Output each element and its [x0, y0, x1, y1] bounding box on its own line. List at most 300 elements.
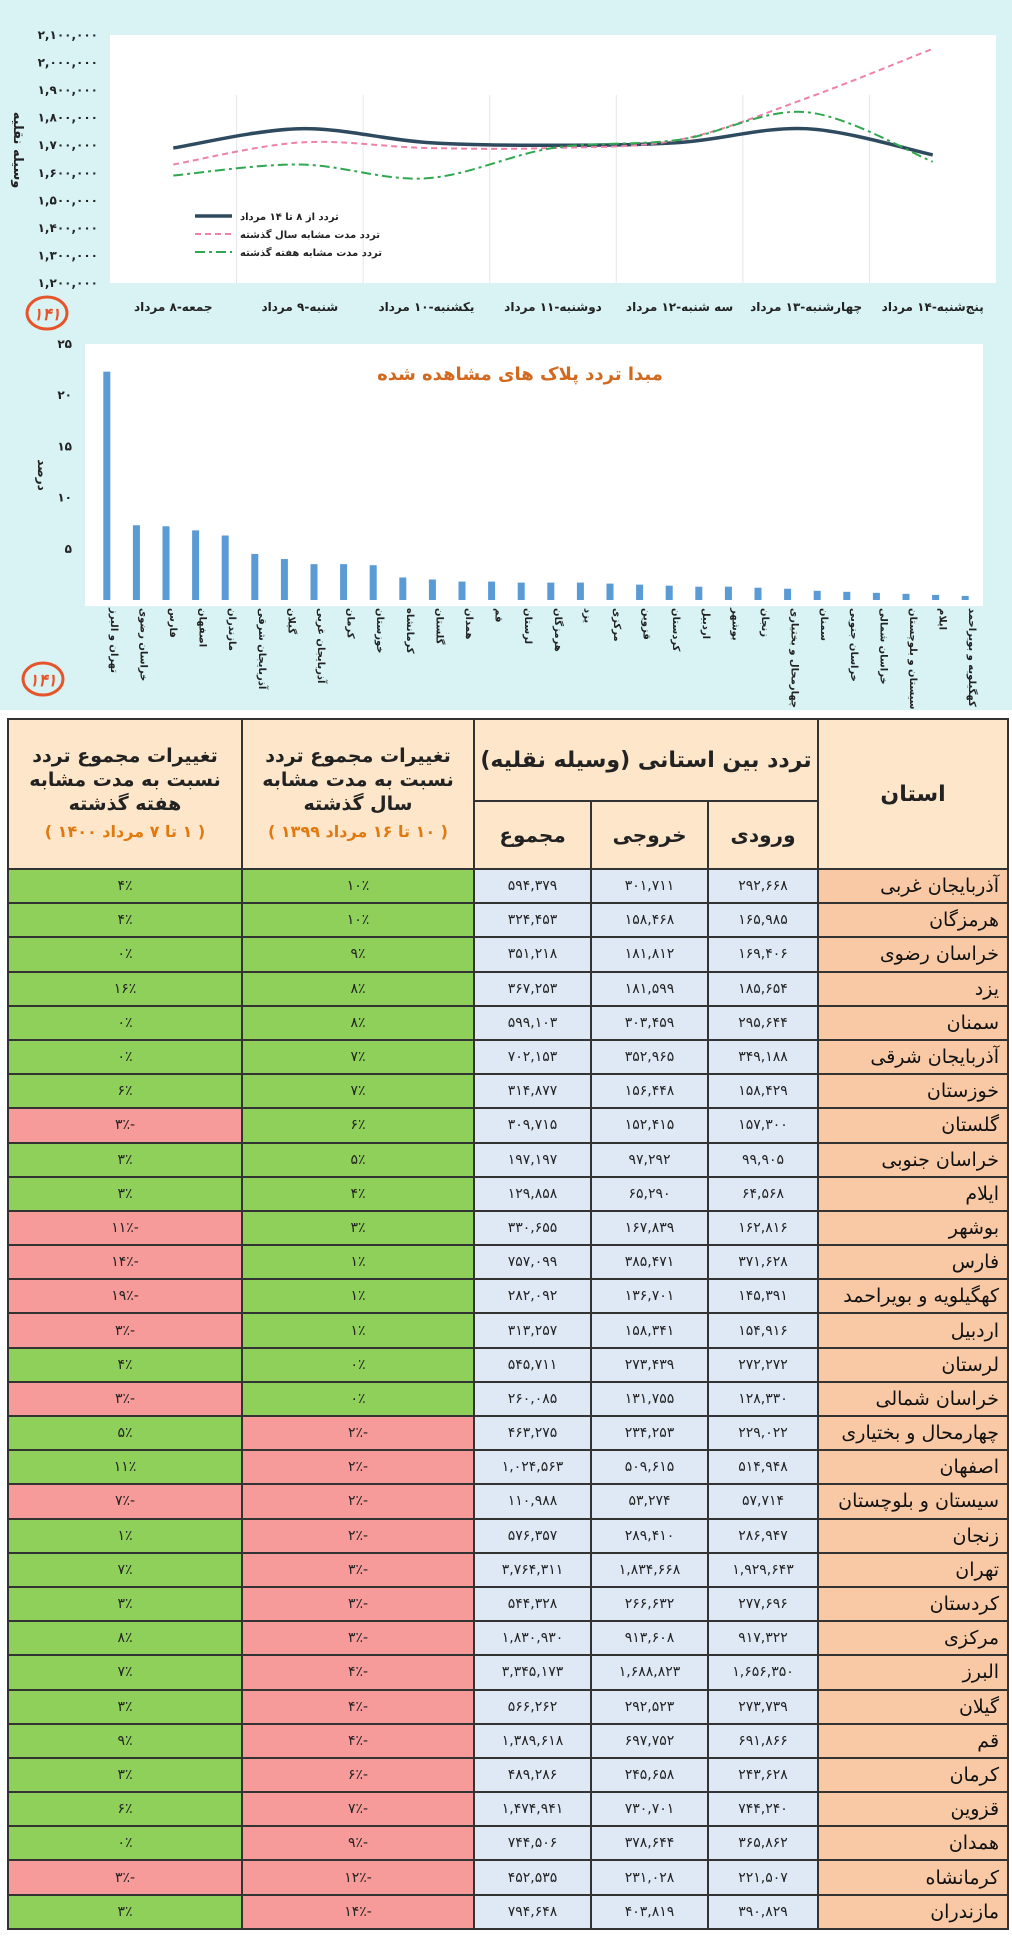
bar: [932, 595, 939, 600]
table-row: [8, 1143, 1008, 1177]
total-cell: ۷۰۲,۱۵۳: [474, 1040, 591, 1074]
line-y-tick-label: ۱,۳۰۰,۰۰۰: [37, 248, 98, 263]
line-y-tick-label: ۱,۴۰۰,۰۰۰: [37, 220, 98, 235]
line-y-tick-label: ۲,۱۰۰,۰۰۰: [37, 28, 98, 42]
entry-cell: ۱۵۷,۳۰۰: [708, 1108, 818, 1142]
table-row: [8, 937, 1008, 971]
change-week-cell: -۱۹٪: [8, 1279, 242, 1313]
table-row: [8, 1519, 1008, 1553]
province-cell: آذربایجان غربی: [818, 869, 1008, 903]
change-year-cell: -۲٪: [242, 1519, 474, 1553]
change-year-cell: ۸٪: [242, 1006, 474, 1040]
change-year-cell: ۳٪: [242, 1211, 474, 1245]
exit-cell: ۱۵۶,۴۴۸: [591, 1074, 708, 1108]
exit-cell: ۲۷۳,۴۳۹: [591, 1348, 708, 1382]
table-row: [8, 972, 1008, 1006]
total-cell: ۱۲۹,۸۵۸: [474, 1177, 591, 1211]
change-week-cell: ۶٪: [8, 1074, 242, 1108]
bar-x-tick-label: خراسان رضوی: [137, 608, 149, 682]
bar: [192, 530, 199, 600]
bar-x-tick-label: کرمانشاه: [403, 608, 415, 654]
entry-cell: ۹۹,۹۰۵: [708, 1143, 818, 1177]
charts-panel: [0, 0, 1012, 710]
table-row: [8, 1313, 1008, 1347]
total-cell: ۵۷۶,۳۵۷: [474, 1519, 591, 1553]
bar: [695, 587, 702, 600]
exit-cell: ۶۹۷,۷۵۲: [591, 1724, 708, 1758]
bar-x-tick-label: فارس: [167, 608, 178, 638]
exit-cell: ۱۶۷,۸۳۹: [591, 1211, 708, 1245]
change-year-cell: ۶٪: [242, 1108, 474, 1142]
change-year-cell: ۹٪: [242, 937, 474, 971]
bar-x-tick-label: همدان: [463, 608, 474, 640]
exit-cell: ۳۰۳,۴۵۹: [591, 1006, 708, 1040]
change-week-cell: ۰٪: [8, 937, 242, 971]
table-row: [8, 1074, 1008, 1108]
exit-cell: ۱,۶۸۸,۸۲۳: [591, 1655, 708, 1689]
bar: [843, 592, 850, 600]
bar: [163, 526, 170, 600]
province-cell: فارس: [818, 1245, 1008, 1279]
table-row: [8, 1860, 1008, 1894]
exit-cell: ۱,۸۳۴,۶۶۸: [591, 1553, 708, 1587]
change-year-cell: -۲٪: [242, 1484, 474, 1518]
change-week-cell: ۰٪: [8, 1006, 242, 1040]
line-y-tick-label: ۲,۰۰۰,۰۰۰: [37, 55, 98, 70]
change-year-cell: ۰٪: [242, 1348, 474, 1382]
logo-141-icon: [24, 294, 70, 332]
table-row: [8, 1279, 1008, 1313]
bar-x-tick-label: مرکزی: [611, 608, 622, 642]
total-cell: ۳۱۴,۸۷۷: [474, 1074, 591, 1108]
exit-cell: ۳۵۲,۹۶۵: [591, 1040, 708, 1074]
province-cell: کردستان: [818, 1587, 1008, 1621]
change-year-cell: -۴٪: [242, 1690, 474, 1724]
change-year-cell: -۲٪: [242, 1416, 474, 1450]
total-cell: ۳۱۳,۲۵۷: [474, 1313, 591, 1347]
change-week-cell: ۳٪: [8, 1758, 242, 1792]
bar: [962, 596, 969, 600]
change-year-cell: -۹٪: [242, 1826, 474, 1860]
table-row: [8, 1177, 1008, 1211]
entry-cell: ۵۷,۷۱۴: [708, 1484, 818, 1518]
entry-cell: ۹۱۷,۳۲۲: [708, 1621, 818, 1655]
change-week-cell: ۳٪: [8, 1177, 242, 1211]
change-week-cell: ۷٪: [8, 1655, 242, 1689]
change-week-cell: ۸٪: [8, 1621, 242, 1655]
province-cell: یزد: [818, 972, 1008, 1006]
table-row: [8, 1211, 1008, 1245]
total-cell: ۲۶۰,۰۸۵: [474, 1382, 591, 1416]
province-cell: همدان: [818, 1826, 1008, 1860]
bar: [547, 583, 554, 600]
total-cell: ۷۹۴,۶۴۸: [474, 1895, 591, 1929]
change-week-cell: ۴٪: [8, 869, 242, 903]
bar: [103, 372, 110, 600]
line-x-tick-label: دوشنبه-۱۱ مرداد: [504, 300, 602, 314]
table-row: [8, 1108, 1008, 1142]
bar-x-tick-label: اردبیل: [699, 608, 711, 640]
table-row: [8, 1006, 1008, 1040]
bar: [607, 584, 614, 600]
bar: [281, 559, 288, 600]
exit-cell: ۵۳,۲۷۴: [591, 1484, 708, 1518]
bar: [518, 583, 525, 600]
col-header-exit: خروجی: [591, 801, 708, 869]
line-x-tick-label: شنبه-۹ مرداد: [261, 300, 339, 314]
entry-cell: ۲۲۹,۰۲۲: [708, 1416, 818, 1450]
entry-cell: ۲۸۶,۹۴۷: [708, 1519, 818, 1553]
bar: [459, 582, 466, 600]
col-header-entry: ورودی: [708, 801, 818, 869]
total-cell: ۲۸۲,۰۹۲: [474, 1279, 591, 1313]
province-cell: کهگیلویه و بویراحمد: [818, 1279, 1008, 1313]
bar: [488, 582, 495, 600]
change-year-cell: ۰٪: [242, 1382, 474, 1416]
exit-cell: ۶۵,۲۹۰: [591, 1177, 708, 1211]
change-year-cell: -۶٪: [242, 1758, 474, 1792]
exit-cell: ۲۸۹,۴۱۰: [591, 1519, 708, 1553]
total-cell: ۳۳۰,۶۵۵: [474, 1211, 591, 1245]
table-row: [8, 869, 1008, 903]
line-y-tick-label: ۱,۶۰۰,۰۰۰: [37, 165, 98, 180]
table-row: [8, 1484, 1008, 1518]
province-cell: سمنان: [818, 1006, 1008, 1040]
line-chart: [0, 0, 1012, 330]
change-year-cell: -۳٪: [242, 1621, 474, 1655]
change-year-cell: -۷٪: [242, 1792, 474, 1826]
table-row: [8, 1587, 1008, 1621]
bar-x-tick-label: کردستان: [670, 608, 682, 652]
province-cell: سیستان و بلوچستان: [818, 1484, 1008, 1518]
entry-cell: ۲۷۲,۲۷۲: [708, 1348, 818, 1382]
change-week-cell: ۷٪: [8, 1553, 242, 1587]
legend-last-week: تردد مدت مشابه هفته گذشته: [240, 248, 382, 259]
entry-cell: ۷۴۴,۲۴۰: [708, 1792, 818, 1826]
change-year-cell: ۱۰٪: [242, 903, 474, 937]
table-row: [8, 1416, 1008, 1450]
change-week-cell: -۳٪: [8, 1382, 242, 1416]
change-week-cell: ۶٪: [8, 1792, 242, 1826]
province-cell: خراسان جنوبی: [818, 1143, 1008, 1177]
bar-x-tick-label: سیستان و بلوچستان: [907, 608, 918, 710]
total-cell: ۴۶۳,۲۷۵: [474, 1416, 591, 1450]
province-cell: تهران: [818, 1553, 1008, 1587]
total-cell: ۱۱۰,۹۸۸: [474, 1484, 591, 1518]
change-week-cell: -۳٪: [8, 1860, 242, 1894]
province-cell: کرمان: [818, 1758, 1008, 1792]
bar-x-tick-label: بوشهر: [729, 608, 741, 641]
table-row: [8, 1382, 1008, 1416]
entry-cell: ۵۱۴,۹۴۸: [708, 1450, 818, 1484]
entry-cell: ۶۹۱,۸۶۶: [708, 1724, 818, 1758]
bar-x-tick-label: اصفهان: [196, 608, 208, 648]
svg-text:۱۴۱: ۱۴۱: [29, 671, 57, 691]
exit-cell: ۱۵۲,۴۱۵: [591, 1108, 708, 1142]
bar: [577, 583, 584, 600]
bar-x-tick-label: خراسان جنوبی: [847, 608, 859, 682]
bar-x-tick-label: چهارمحال و بختیاری: [788, 608, 800, 709]
entry-cell: ۱۶۹,۴۰۶: [708, 937, 818, 971]
line-x-tick-label: پنج‌شنبه-۱۴ مرداد: [881, 300, 984, 314]
bar-x-tick-label: مازندران: [226, 608, 238, 651]
total-cell: ۳,۷۶۴,۳۱۱: [474, 1553, 591, 1587]
change-week-cell: ۱۶٪: [8, 972, 242, 1006]
change-week-period: ( ۱ تا ۷ مرداد ۱۴۰۰ ): [44, 822, 206, 841]
line-y-tick-label: ۱,۲۰۰,۰۰۰: [37, 276, 98, 290]
legend-last-year: تردد مدت مشابه سال گذشته: [240, 230, 380, 241]
bar-y-axis-label: درصد: [35, 459, 49, 491]
col-header-interprovincial: تردد بین استانی (وسیله نقلیه): [474, 719, 818, 801]
bar: [814, 591, 821, 600]
table-row: [8, 1690, 1008, 1724]
change-week-cell: ۴٪: [8, 903, 242, 937]
bar-x-tick-label: ایلام: [936, 608, 948, 631]
change-week-cell: -۳٪: [8, 1108, 242, 1142]
change-week-cell: -۱۴٪: [8, 1245, 242, 1279]
change-week-cell: ۰٪: [8, 1040, 242, 1074]
entry-cell: ۳۷۱,۶۲۸: [708, 1245, 818, 1279]
traffic-table-panel: [0, 710, 1012, 1948]
entry-cell: ۲۴۳,۶۲۸: [708, 1758, 818, 1792]
province-cell: اردبیل: [818, 1313, 1008, 1347]
total-cell: ۷۴۴,۵۰۶: [474, 1826, 591, 1860]
entry-cell: ۱۸۵,۶۵۴: [708, 972, 818, 1006]
line-x-tick-label: سه شنبه-۱۲ مرداد: [625, 300, 734, 314]
exit-cell: ۲۳۴,۲۵۳: [591, 1416, 708, 1450]
entry-cell: ۲۹۲,۶۶۸: [708, 869, 818, 903]
province-cell: خوزستان: [818, 1074, 1008, 1108]
table-row: [8, 1724, 1008, 1758]
bar-x-tick-label: کهگیلویه و بویراحمد: [966, 608, 978, 707]
bar-y-tick-label: ۱۵: [57, 439, 72, 454]
svg-text:۱۴۱: ۱۴۱: [33, 305, 61, 325]
exit-cell: ۷۳۰,۷۰۱: [591, 1792, 708, 1826]
total-cell: ۳۶۷,۲۵۳: [474, 972, 591, 1006]
change-week-cell: -۱۱٪: [8, 1211, 242, 1245]
entry-cell: ۲۲۱,۵۰۷: [708, 1860, 818, 1894]
province-cell: آذربایجان شرقی: [818, 1040, 1008, 1074]
entry-cell: ۱,۶۵۶,۳۵۰: [708, 1655, 818, 1689]
change-year-cell: ۱۰٪: [242, 869, 474, 903]
line-y-tick-label: ۱,۸۰۰,۰۰۰: [37, 110, 98, 125]
bar-x-tick-label: یزد: [581, 608, 593, 624]
table-row: [8, 1348, 1008, 1382]
change-year-cell: ۷٪: [242, 1074, 474, 1108]
bar-x-tick-label: زنجان: [759, 608, 770, 638]
exit-cell: ۲۴۵,۶۵۸: [591, 1758, 708, 1792]
change-year-cell: -۳٪: [242, 1587, 474, 1621]
bar: [755, 588, 762, 600]
bar-chart: [0, 330, 1012, 710]
table-row: [8, 1826, 1008, 1860]
total-cell: ۵۶۶,۲۶۲: [474, 1690, 591, 1724]
total-cell: ۵۹۴,۳۷۹: [474, 869, 591, 903]
change-year-title: تغییرات مجموع تردد نسبت به مدت مشابه سال گذشته: [262, 745, 454, 815]
change-year-period: ( ۱۰ تا ۱۶ مرداد ۱۳۹۹ ): [268, 822, 448, 841]
bar-x-tick-label: آذربایجان غربی: [315, 608, 326, 684]
table-row: [8, 1553, 1008, 1587]
bar: [784, 589, 791, 600]
total-cell: ۱۹۷,۱۹۷: [474, 1143, 591, 1177]
bar-x-tick-label: قزوین: [640, 608, 652, 640]
exit-cell: ۴۰۳,۸۱۹: [591, 1895, 708, 1929]
exit-cell: ۲۹۲,۵۲۳: [591, 1690, 708, 1724]
change-week-title: تغییرات مجموع تردد نسبت به مدت مشابه هفته گذشته: [29, 745, 221, 815]
col-header-change-year: [242, 719, 474, 869]
legend-current: تردد از ۸ تا ۱۴ مرداد: [240, 212, 339, 223]
exit-cell: ۳۰۱,۷۱۱: [591, 869, 708, 903]
line-plot-area: [110, 35, 996, 283]
line-y-tick-label: ۱,۹۰۰,۰۰۰: [37, 83, 98, 98]
total-cell: ۷۵۷,۰۹۹: [474, 1245, 591, 1279]
entry-cell: ۲۷۷,۶۹۶: [708, 1587, 818, 1621]
bar-x-tick-label: قم: [492, 608, 504, 623]
bar-y-tick-label: ۵: [64, 541, 72, 556]
bar: [222, 535, 229, 600]
bar-x-tick-label: سمنان: [818, 608, 830, 641]
exit-cell: ۲۳۱,۰۲۸: [591, 1860, 708, 1894]
province-cell: لرستان: [818, 1348, 1008, 1382]
change-year-cell: ۸٪: [242, 972, 474, 1006]
change-year-cell: ۱٪: [242, 1279, 474, 1313]
province-cell: کرمانشاه: [818, 1860, 1008, 1894]
province-cell: زنجان: [818, 1519, 1008, 1553]
province-cell: چهارمحال و بختیاری: [818, 1416, 1008, 1450]
bar: [251, 554, 258, 600]
exit-cell: ۹۱۳,۶۰۸: [591, 1621, 708, 1655]
bar-x-tick-label: خوزستان: [374, 608, 386, 654]
bar: [399, 577, 406, 600]
change-year-cell: -۳٪: [242, 1553, 474, 1587]
bar-x-tick-label: هرمزگان: [551, 608, 563, 652]
bar: [903, 594, 910, 600]
bar-x-tick-label: لرستان: [522, 608, 534, 645]
total-cell: ۴۸۹,۲۸۶: [474, 1758, 591, 1792]
total-cell: ۵۹۹,۱۰۳: [474, 1006, 591, 1040]
change-week-cell: ۳٪: [8, 1143, 242, 1177]
total-cell: ۱,۳۸۹,۶۱۸: [474, 1724, 591, 1758]
change-week-cell: ۹٪: [8, 1724, 242, 1758]
change-year-cell: -۲٪: [242, 1450, 474, 1484]
col-header-total: مجموع: [474, 801, 591, 869]
change-year-cell: ۱٪: [242, 1245, 474, 1279]
exit-cell: ۱۳۶,۷۰۱: [591, 1279, 708, 1313]
bar-x-tick-label: خراسان شمالی: [877, 608, 889, 685]
province-cell: خراسان رضوی: [818, 937, 1008, 971]
change-week-cell: -۳٪: [8, 1313, 242, 1347]
province-cell: مازندران: [818, 1895, 1008, 1929]
total-cell: ۱,۰۲۴,۵۶۳: [474, 1450, 591, 1484]
logo-141-icon-2: [20, 660, 66, 698]
change-year-cell: ۴٪: [242, 1177, 474, 1211]
bar-chart-title: مبدا تردد پلاک های مشاهده شده: [377, 364, 663, 385]
exit-cell: ۹۷,۲۹۲: [591, 1143, 708, 1177]
entry-cell: ۶۴,۵۶۸: [708, 1177, 818, 1211]
change-year-cell: ۷٪: [242, 1040, 474, 1074]
total-cell: ۱,۴۷۴,۹۴۱: [474, 1792, 591, 1826]
change-year-cell: -۴٪: [242, 1655, 474, 1689]
bar-y-tick-label: ۲۵: [57, 337, 72, 351]
total-cell: ۵۴۴,۳۲۸: [474, 1587, 591, 1621]
bar-x-tick-label: کرمان: [344, 608, 356, 639]
table-row: [8, 1040, 1008, 1074]
table-row: [8, 1655, 1008, 1689]
bar: [725, 587, 732, 600]
entry-cell: ۲۹۵,۶۴۴: [708, 1006, 818, 1040]
bar: [429, 580, 436, 600]
bar-x-tick-label: تهران و البرز: [107, 608, 119, 673]
bar-y-tick-label: ۲۰: [57, 388, 72, 403]
entry-cell: ۱۵۴,۹۱۶: [708, 1313, 818, 1347]
table-row: [8, 903, 1008, 937]
change-week-cell: ۰٪: [8, 1826, 242, 1860]
province-cell: بوشهر: [818, 1211, 1008, 1245]
bar: [370, 565, 377, 600]
total-cell: ۵۴۵,۷۱۱: [474, 1348, 591, 1382]
province-cell: مرکزی: [818, 1621, 1008, 1655]
exit-cell: ۵۰۹,۶۱۵: [591, 1450, 708, 1484]
change-year-cell: -۴٪: [242, 1724, 474, 1758]
line-x-tick-label: چهارشنبه-۱۳ مرداد: [750, 300, 863, 314]
table-row: [8, 1245, 1008, 1279]
exit-cell: ۱۸۱,۸۱۲: [591, 937, 708, 971]
line-y-axis-label: وسیله نقلیه: [10, 111, 25, 189]
entry-cell: ۳۹۰,۸۲۹: [708, 1895, 818, 1929]
table-row: [8, 1758, 1008, 1792]
total-cell: ۱,۸۳۰,۹۳۰: [474, 1621, 591, 1655]
province-cell: قم: [818, 1724, 1008, 1758]
bar-x-tick-label: آذربایجان شرقی: [255, 608, 267, 690]
exit-cell: ۱۵۸,۳۴۱: [591, 1313, 708, 1347]
province-cell: گیلان: [818, 1690, 1008, 1724]
total-cell: ۳,۳۴۵,۱۷۳: [474, 1655, 591, 1689]
change-week-cell: ۳٪: [8, 1690, 242, 1724]
exit-cell: ۱۳۱,۷۵۵: [591, 1382, 708, 1416]
bar: [666, 586, 673, 600]
entry-cell: ۱۴۵,۳۹۱: [708, 1279, 818, 1313]
exit-cell: ۱۸۱,۵۹۹: [591, 972, 708, 1006]
line-x-tick-label: یکشنبه-۱۰ مرداد: [378, 300, 475, 314]
province-cell: گلستان: [818, 1108, 1008, 1142]
entry-cell: ۳۴۹,۱۸۸: [708, 1040, 818, 1074]
total-cell: ۳۰۹,۷۱۵: [474, 1108, 591, 1142]
change-week-cell: ۵٪: [8, 1416, 242, 1450]
total-cell: ۳۵۱,۲۱۸: [474, 937, 591, 971]
bar-x-tick-label: گلستان: [433, 608, 445, 645]
change-year-cell: ۵٪: [242, 1143, 474, 1177]
entry-cell: ۱۲۸,۳۳۰: [708, 1382, 818, 1416]
col-header-change-week: [8, 719, 242, 869]
exit-cell: ۲۶۶,۶۳۲: [591, 1587, 708, 1621]
bar: [133, 525, 140, 600]
change-week-cell: ۳٪: [8, 1895, 242, 1929]
exit-cell: ۱۵۸,۴۶۸: [591, 903, 708, 937]
change-week-cell: ۱۱٪: [8, 1450, 242, 1484]
exit-cell: ۳۸۵,۴۷۱: [591, 1245, 708, 1279]
change-week-cell: ۱٪: [8, 1519, 242, 1553]
line-y-tick-label: ۱,۵۰۰,۰۰۰: [37, 193, 98, 208]
change-week-cell: -۷٪: [8, 1484, 242, 1518]
bar-y-tick-label: ۱۰: [57, 490, 72, 505]
exit-cell: ۳۷۸,۶۴۴: [591, 1826, 708, 1860]
change-week-cell: ۴٪: [8, 1348, 242, 1382]
province-cell: هرمزگان: [818, 903, 1008, 937]
entry-cell: ۳۶۵,۸۶۲: [708, 1826, 818, 1860]
table-row: [8, 1792, 1008, 1826]
line-y-tick-label: ۱,۷۰۰,۰۰۰: [37, 138, 98, 153]
province-cell: قزوین: [818, 1792, 1008, 1826]
